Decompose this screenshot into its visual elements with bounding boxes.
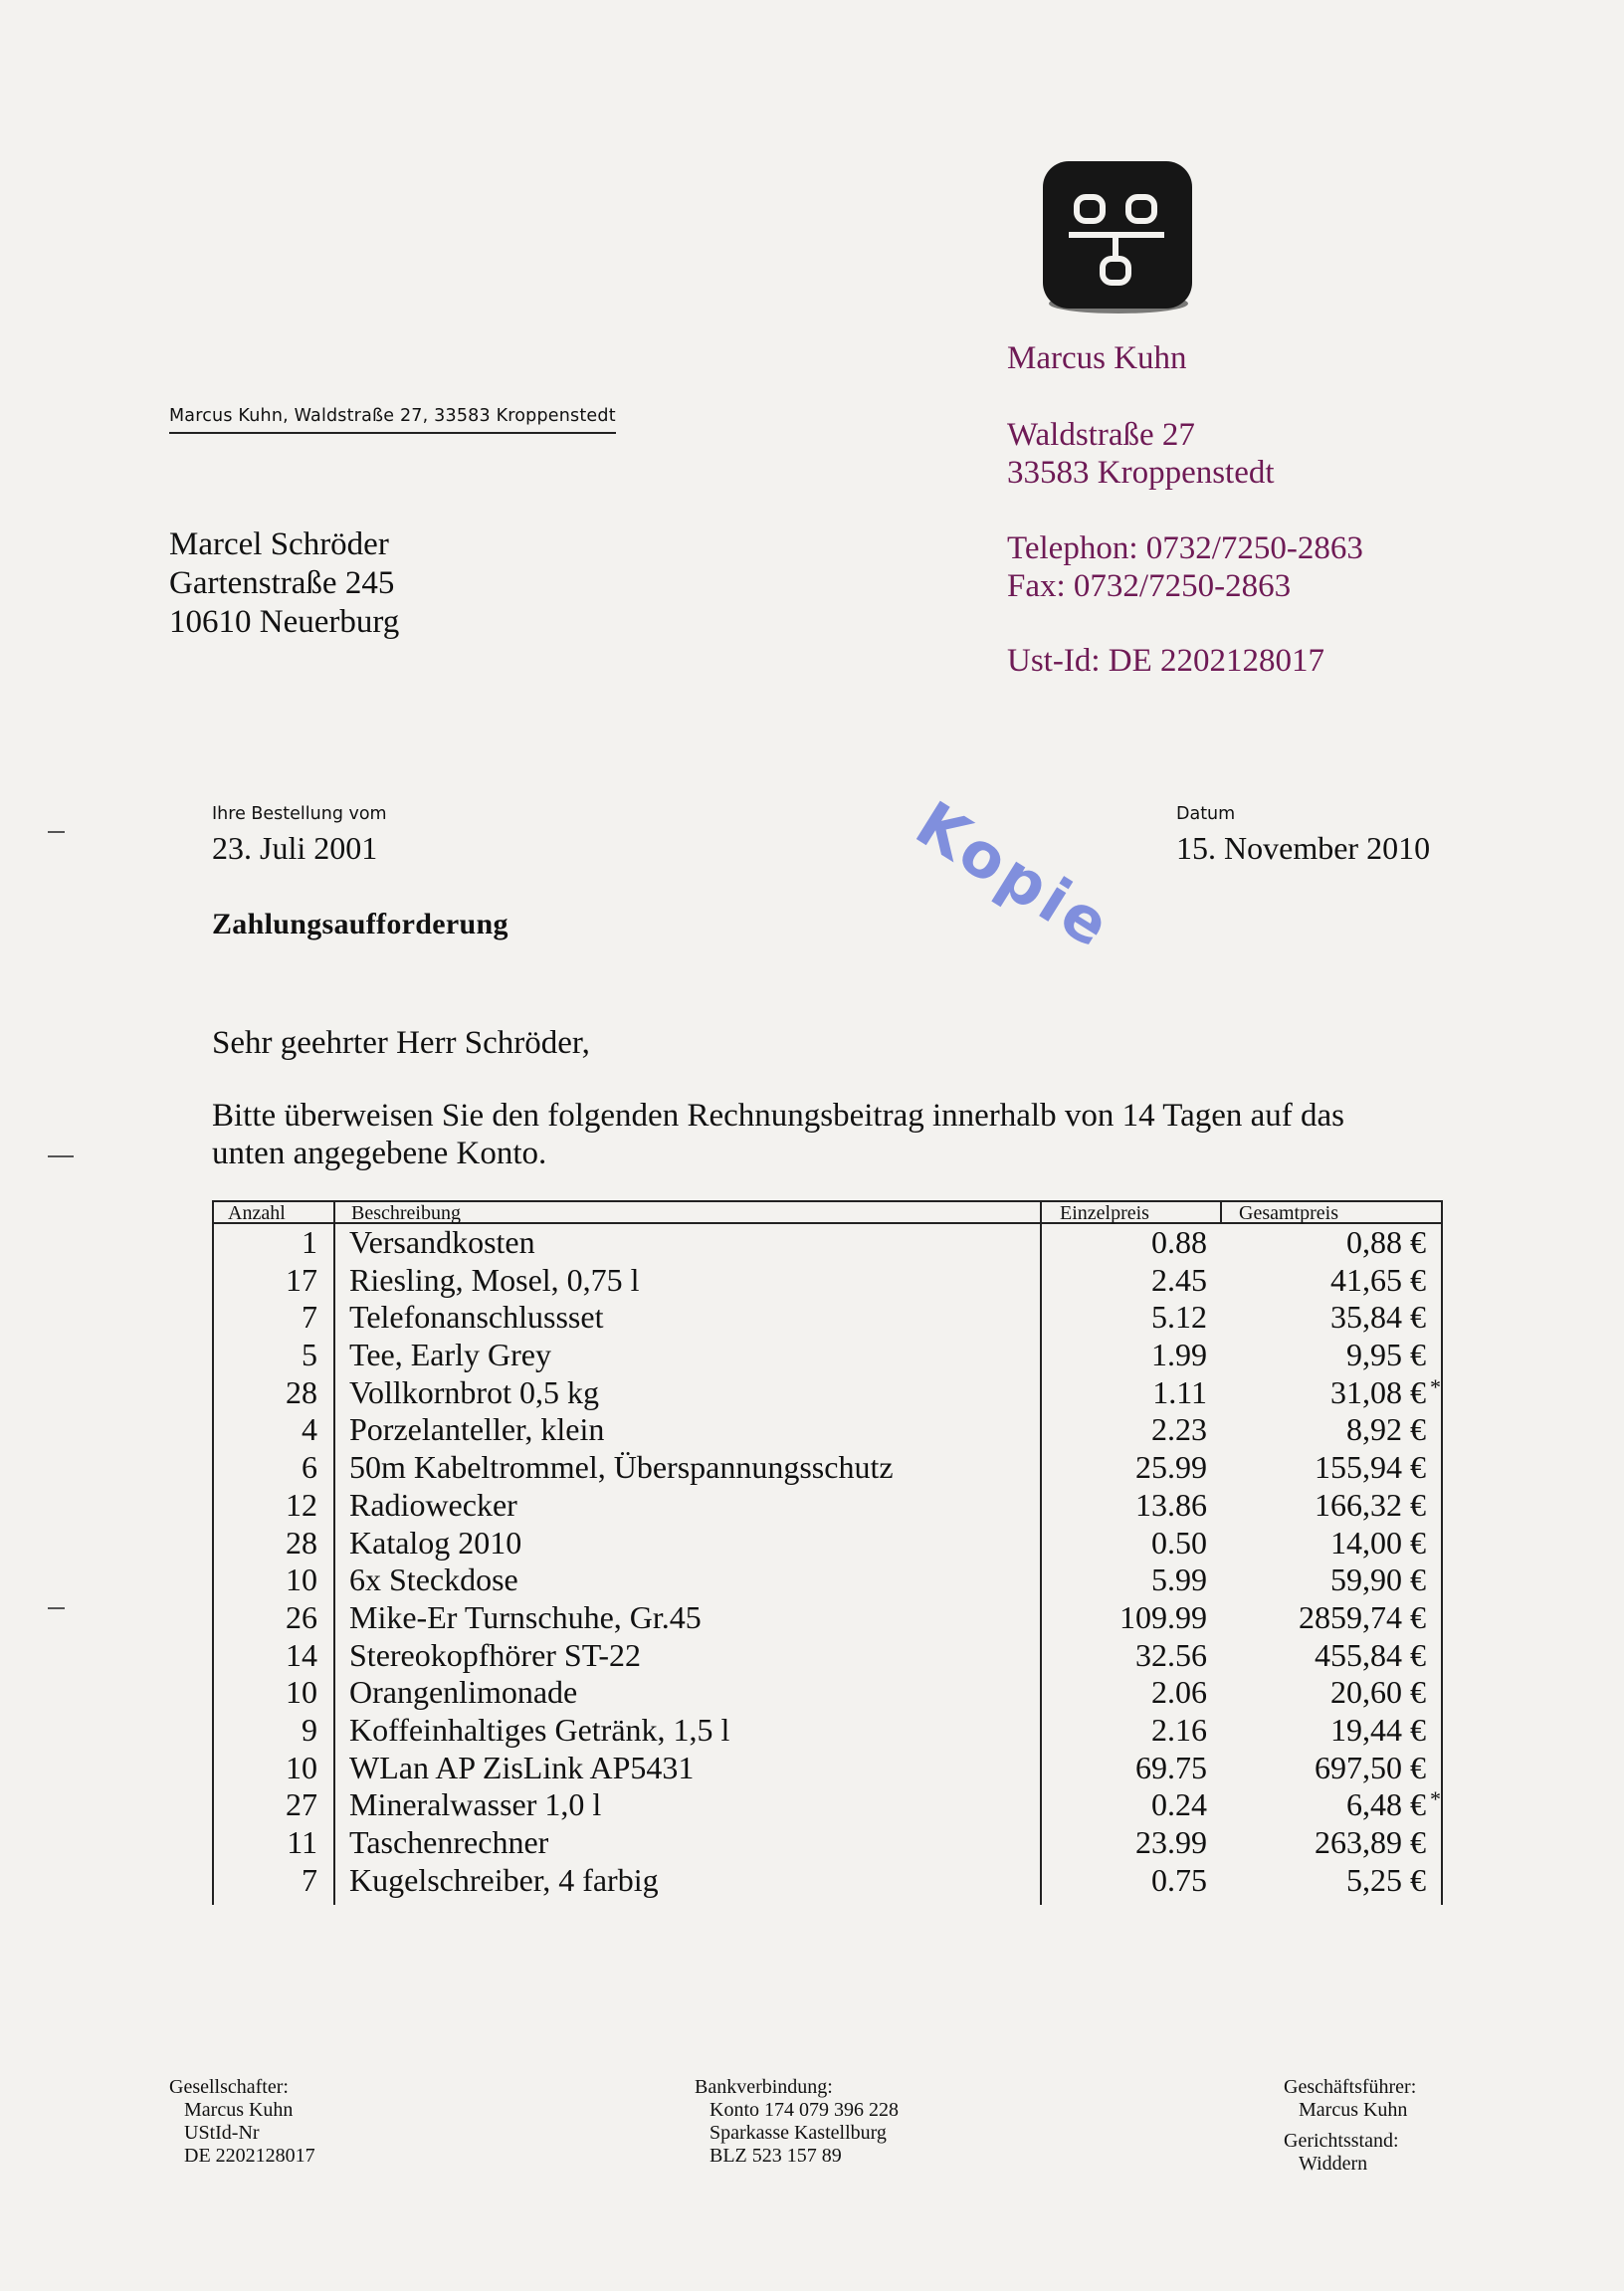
punch-mark [48,1155,74,1157]
footer-line: Marcus Kuhn [1299,2099,1408,2121]
date-label: Datum [1176,804,1236,824]
recipient-address [169,525,399,642]
row-total-price-text: 59,90 € [1330,1562,1426,1598]
row-description [349,1299,603,1337]
row-unit-price-text: 2.23 [1151,1411,1207,1448]
row-footnote-mark: * [1430,1786,1441,1812]
row-total-price [1217,1637,1426,1675]
header-unit-price: Einzelpreis [1060,1202,1149,1224]
row-description [349,1712,729,1750]
row-qty [212,1786,317,1824]
row-description-text: Kugelschreiber, 4 farbig [349,1861,659,1898]
footer-line: Sparkasse Kastellburg [710,2122,887,2144]
table-row [212,1786,1443,1824]
row-description [349,1750,694,1787]
row-qty [212,1637,317,1675]
row-total-price [1217,1525,1426,1562]
row-qty-text: 10 [286,1562,317,1598]
subject: Zahlungsaufforderung [212,908,508,940]
row-qty [212,1487,317,1525]
row-total-price-text: 9,95 € [1346,1337,1426,1373]
table-line [1220,1200,1222,1224]
row-total-price-text: 6,48 € [1346,1786,1426,1823]
row-qty-text: 17 [286,1261,317,1298]
table-row [212,1299,1443,1337]
sender-city: 33583 Kroppenstedt [1007,455,1275,491]
row-unit-price-text: 13.86 [1135,1486,1207,1523]
row-total-price-text: 0,88 € [1346,1224,1426,1260]
row-unit-price [1040,1862,1207,1900]
order-date: 23. Juli 2001 [212,830,378,866]
row-description [349,1262,640,1300]
row-description-text: 6x Steckdose [349,1562,518,1598]
header-total-price: Gesamtpreis [1239,1202,1338,1224]
row-total-price [1217,1337,1426,1374]
row-total-price [1217,1786,1441,1824]
row-description [349,1224,535,1262]
row-description-text: Taschenrechner [349,1824,549,1860]
row-unit-price [1040,1262,1207,1300]
row-unit-price [1040,1224,1207,1262]
row-qty-text: 28 [286,1524,317,1561]
row-unit-price [1040,1637,1207,1675]
table-row [212,1712,1443,1750]
table-row [212,1337,1443,1374]
sender-phone: Telephon: 0732/7250-2863 [1007,530,1363,566]
row-description [349,1786,601,1824]
row-qty [212,1674,317,1712]
footer-line: BLZ 523 157 89 [710,2145,842,2167]
row-unit-price-text: 2.06 [1151,1674,1207,1711]
row-qty [212,1599,317,1637]
table-line [1040,1200,1042,1905]
table-row [212,1487,1443,1525]
row-description-text: Orangenlimonade [349,1674,578,1711]
row-qty-text: 10 [286,1674,317,1711]
row-unit-price [1040,1374,1207,1412]
row-description-text: Telefonanschlussset [349,1299,604,1336]
row-description [349,1411,604,1449]
row-description-text: Katalog 2010 [349,1524,522,1561]
footer-title: Bankverbindung: [695,2076,833,2098]
row-unit-price [1040,1712,1207,1750]
row-total-price-text: 14,00 € [1330,1524,1426,1561]
return-address: Marcus Kuhn, Waldstraße 27, 33583 Kroppenstedt [169,406,616,434]
row-qty-text: 5 [302,1337,317,1373]
row-qty [212,1562,317,1599]
table-row [212,1525,1443,1562]
row-footnote-mark: * [1430,1373,1441,1399]
sender-fax: Fax: 0732/7250-2863 [1007,568,1292,604]
row-qty-text: 11 [287,1824,317,1860]
footer-line: DE 2202128017 [184,2145,315,2167]
row-total-price-text: 20,60 € [1330,1674,1426,1711]
row-unit-price-text: 69.75 [1135,1749,1207,1785]
copy-stamp [896,786,1134,945]
body-text [212,1097,1446,1172]
row-unit-price [1040,1786,1207,1824]
fold-mark [48,1607,65,1609]
row-description [349,1674,577,1712]
row-unit-price [1040,1750,1207,1787]
footer-title: Gerichtsstand: [1284,2130,1399,2152]
table-body [212,1224,1443,1899]
body-line: Bitte überweisen Sie den folgenden Rechnungsbeitrag innerhalb von 14 Tagen auf das [212,1098,1345,1134]
row-qty-text: 1 [302,1224,317,1260]
table-row [212,1449,1443,1487]
row-unit-price-text: 2.45 [1151,1261,1207,1298]
sender-ustid: Ust-Id: DE 2202128017 [1007,643,1324,679]
row-total-price [1217,1487,1426,1525]
row-qty [212,1525,317,1562]
row-description [349,1487,517,1525]
row-description [349,1599,702,1637]
row-total-price-text: 263,89 € [1315,1824,1426,1860]
row-qty-text: 7 [302,1861,317,1898]
row-total-price [1217,1750,1426,1787]
table-line [333,1200,335,1905]
salutation: Sehr geehrter Herr Schröder, [212,1025,590,1061]
row-unit-price-text: 0.75 [1151,1861,1207,1898]
row-unit-price-text: 109.99 [1119,1598,1207,1635]
row-description-text: Versandkosten [349,1224,535,1260]
row-description-text: Riesling, Mosel, 0,75 l [349,1261,640,1298]
row-qty-text: 7 [302,1299,317,1336]
row-total-price [1217,1599,1426,1637]
row-description [349,1337,551,1374]
table-line [212,1200,214,1905]
row-unit-price-text: 1.99 [1151,1337,1207,1373]
row-description-text: 50m Kabeltrommel, Überspannungsschutz [349,1449,894,1486]
row-total-price [1217,1299,1426,1337]
footer-partners [169,2076,315,2168]
row-unit-price-text: 25.99 [1135,1449,1207,1486]
body-line: unten angegebene Konto. [212,1136,547,1171]
row-total-price-text: 5,25 € [1346,1861,1426,1898]
footer-bank [695,2076,899,2168]
row-total-price-text: 697,50 € [1315,1749,1426,1785]
row-qty-text: 12 [286,1486,317,1523]
recipient-city: 10610 Neuerburg [169,604,400,640]
row-description [349,1862,659,1900]
order-date-label: Ihre Bestellung vom [212,804,387,824]
row-qty-text: 27 [286,1786,317,1823]
row-total-price-text: 31,08 € [1330,1373,1426,1410]
row-qty [212,1862,317,1900]
row-total-price [1217,1862,1426,1900]
row-description-text: Stereokopfhörer ST-22 [349,1636,641,1673]
row-total-price [1217,1262,1426,1300]
table-row [212,1599,1443,1637]
row-total-price-text: 41,65 € [1330,1261,1426,1298]
row-qty [212,1824,317,1862]
row-unit-price [1040,1562,1207,1599]
row-total-price [1217,1562,1426,1599]
letter-date: 15. November 2010 [1176,830,1431,866]
sender-address [1007,416,1275,492]
row-description [349,1449,894,1487]
row-description-text: Porzelanteller, klein [349,1411,605,1448]
row-total-price [1217,1411,1426,1449]
footer-title: Gesellschafter: [169,2076,289,2098]
row-total-price [1217,1449,1426,1487]
row-qty [212,1262,317,1300]
table-header [212,1200,1443,1224]
row-qty [212,1299,317,1337]
row-unit-price [1040,1449,1207,1487]
row-description-text: Radiowecker [349,1486,517,1523]
row-qty-text: 4 [302,1411,317,1448]
row-total-price [1217,1824,1426,1862]
row-description-text: Vollkornbrot 0,5 kg [349,1373,599,1410]
row-unit-price-text: 5.12 [1151,1299,1207,1336]
row-description [349,1824,548,1862]
sender-contact [1007,529,1363,605]
table-row [212,1224,1443,1262]
row-qty [212,1337,317,1374]
row-unit-price [1040,1411,1207,1449]
row-unit-price-text: 0.88 [1151,1224,1207,1260]
row-qty [212,1750,317,1787]
row-unit-price-text: 32.56 [1135,1636,1207,1673]
copy-stamp-text: Kopie [904,786,1125,945]
row-total-price-text: 166,32 € [1315,1486,1426,1523]
row-description-text: Mike-Er Turnschuhe, Gr.45 [349,1598,702,1635]
table-row [212,1562,1443,1599]
row-description [349,1637,641,1675]
footer-management [1284,2076,1416,2176]
row-total-price-text: 19,44 € [1330,1711,1426,1748]
row-qty-text: 14 [286,1636,317,1673]
footer-line: Marcus Kuhn [184,2099,294,2121]
row-unit-price [1040,1674,1207,1712]
row-unit-price-text: 2.16 [1151,1711,1207,1748]
row-description [349,1374,599,1412]
footer-line: Widdern [1299,2153,1368,2175]
row-qty [212,1411,317,1449]
recipient-name: Marcel Schröder [169,526,389,562]
table-row [212,1750,1443,1787]
table-row [212,1674,1443,1712]
row-unit-price-text: 0.50 [1151,1524,1207,1561]
header-description: Beschreibung [351,1202,461,1224]
table-row [212,1374,1443,1412]
row-qty-text: 10 [286,1749,317,1785]
row-description-text: Koffeinhaltiges Getränk, 1,5 l [349,1711,730,1748]
row-description-text: WLan AP ZisLink AP5431 [349,1749,695,1785]
row-qty-text: 6 [302,1449,317,1486]
row-total-price-text: 2859,74 € [1299,1598,1426,1635]
fold-mark [48,831,65,833]
row-unit-price-text: 23.99 [1135,1824,1207,1860]
sender-name: Marcus Kuhn [1007,340,1187,376]
row-unit-price [1040,1525,1207,1562]
row-qty [212,1449,317,1487]
row-unit-price-text: 0.24 [1151,1786,1207,1823]
row-total-price [1217,1712,1426,1750]
header-qty: Anzahl [228,1202,286,1224]
row-unit-price [1040,1487,1207,1525]
row-total-price [1217,1224,1426,1262]
row-description-text: Tee, Early Grey [349,1337,551,1373]
row-description [349,1562,518,1599]
table-row [212,1862,1443,1900]
row-total-price-text: 155,94 € [1315,1449,1426,1486]
row-qty [212,1224,317,1262]
row-total-price-text: 8,92 € [1346,1411,1426,1448]
row-unit-price [1040,1599,1207,1637]
footer-title: Geschäftsführer: [1284,2076,1417,2098]
row-total-price [1217,1674,1426,1712]
recipient-street: Gartenstraße 245 [169,565,395,601]
row-unit-price [1040,1824,1207,1862]
invoice-table [212,1200,1443,1899]
footer-line: UStId-Nr [184,2122,260,2144]
row-total-price [1217,1373,1441,1412]
row-qty-text: 28 [286,1373,317,1410]
sender-street: Waldstraße 27 [1007,417,1195,453]
row-total-price-text: 455,84 € [1315,1636,1426,1673]
table-line [1441,1200,1443,1905]
row-unit-price-text: 5.99 [1151,1562,1207,1598]
row-qty-text: 26 [286,1598,317,1635]
row-total-price-text: 35,84 € [1330,1299,1426,1336]
company-logo-icon [1039,159,1196,318]
row-description-text: Mineralwasser 1,0 l [349,1786,602,1823]
row-description [349,1525,521,1562]
table-row [212,1824,1443,1862]
row-unit-price [1040,1299,1207,1337]
row-qty [212,1374,317,1412]
table-row [212,1637,1443,1675]
row-unit-price [1040,1337,1207,1374]
row-unit-price-text: 1.11 [1152,1373,1207,1410]
table-row [212,1262,1443,1300]
footer-line: Konto 174 079 396 228 [710,2099,899,2121]
table-row [212,1411,1443,1449]
row-qty-text: 9 [302,1711,317,1748]
row-qty [212,1712,317,1750]
